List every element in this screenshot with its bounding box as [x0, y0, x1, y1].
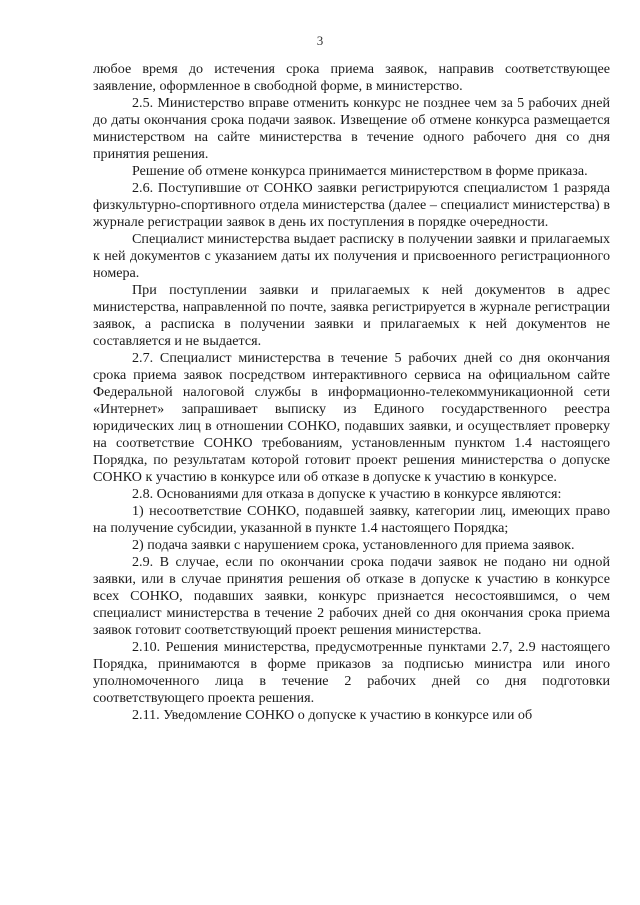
paragraph: 2.5. Министерство вправе отменить конкурс не позднее чем за 5 рабочих дней до даты окончания срока подачи заявок. Извещение об отмене конкурса размещается министерством на сайте министерства в течение одного рабочего дня со дня принятия решения.: [93, 95, 610, 162]
document-body: [93, 61, 610, 724]
paragraph: 2) подача заявки с нарушением срока, установленного для приема заявок.: [132, 537, 575, 553]
paragraph: 2.11. Уведомление СОНКО о допуске к участию в конкурсе или об: [132, 707, 533, 723]
paragraph: 2.9. В случае, если по окончании срока подачи заявок не подано ни одной заявки, или в случае принятия решения об отказе в допуске к участию в конкурсе всех СОНКО, подавших заявки, конкурс признается несостоявшимся, о чем специалист министерства в течение 2 рабочих дней со дня окончания срока приема заявок готовит соответствующий проект решения министерства.: [93, 554, 610, 638]
paragraph: Решение об отмене конкурса принимается министерством в форме приказа.: [132, 163, 588, 179]
paragraph: 2.6. Поступившие от СОНКО заявки регистрируются специалистом 1 разряда физкультурно-спортивного отдела министерства (далее – специалист министерства) в журнале регистрации заявок в день их поступления в порядке очередности.: [93, 180, 610, 230]
paragraph: 2.8. Основаниями для отказа в допуске к участию в конкурсе являются:: [132, 486, 562, 502]
paragraph: 2.7. Специалист министерства в течение 5 рабочих дней со дня окончания срока приема заявок посредством интерактивного сервиса на официальном сайте Федеральной налоговой службы в информационно-телекоммуникационной сети «Интернет» запрашивает выписку из Единого государственного реестра юридических лиц в отношении СОНКО, подавших заявки, и осуществляет проверку на соответствие СОНКО требованиям, установленным пунктом 1.4 настоящего Порядка, по результатам которой готовит проект решения министерства о допуске СОНКО к участию в конкурсе или об отказе в допуске к участию в конкурсе.: [93, 350, 610, 485]
page-number: 3: [316, 33, 324, 48]
paragraph: 1) несоответствие СОНКО, подавшей заявку, категории лиц, имеющих право на получение субсидии, указанной в пункте 1.4 настоящего Порядка;: [93, 503, 610, 536]
paragraph: Специалист министерства выдает расписку в получении заявки и прилагаемых к ней документов с указанием даты их получения и присвоенного регистрационного номера.: [93, 231, 610, 281]
paragraph: При поступлении заявки и прилагаемых к ней документов в адрес министерства, направленной по почте, заявка регистрируется в журнале регистрации заявок, а расписка в получении заявки и прилагаемых к ней документов не составляется и не выдается.: [93, 282, 610, 349]
paragraph: любое время до истечения срока приема заявок, направив соответствующее заявление, оформленное в свободной форме, в министерство.: [93, 61, 610, 94]
paragraph: 2.10. Решения министерства, предусмотренные пунктами 2.7, 2.9 настоящего Порядка, принимаются в форме приказов за подписью министра или иного уполномоченного лица в течение 2 рабочих дней со дня подготовки соответствующего проекта решения.: [93, 639, 610, 706]
